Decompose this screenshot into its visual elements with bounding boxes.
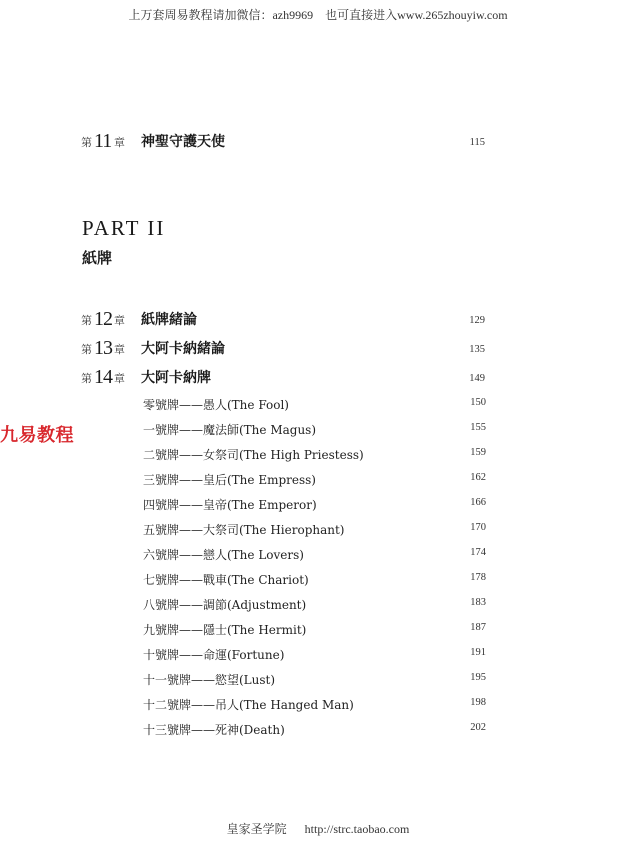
card-page-number: 178	[470, 572, 486, 583]
card-entry	[143, 470, 486, 490]
card-page-number: 202	[470, 722, 486, 733]
card-entry	[143, 520, 486, 540]
chapter-12-entry	[81, 308, 491, 330]
card-page-number: 198	[470, 697, 486, 708]
card-label: 八號牌——調節(Adjustment)	[143, 598, 307, 612]
card-entry	[143, 620, 486, 640]
chapter-13-entry	[81, 337, 491, 359]
chapter-number: 13	[94, 337, 112, 359]
chapter-suffix: 章	[114, 343, 125, 356]
chapter-title: 神聖守護天使	[141, 134, 225, 150]
card-label: 六號牌——戀人(The Lovers)	[143, 548, 304, 562]
card-page-number: 187	[470, 622, 486, 633]
card-label: 十三號牌——死神(Death)	[143, 723, 285, 737]
card-entry	[143, 645, 486, 665]
chapter-page-number: 135	[469, 344, 485, 355]
footer-note	[0, 820, 636, 837]
card-label: 三號牌——皇后(The Empress)	[143, 473, 316, 487]
chapter-suffix: 章	[114, 136, 125, 149]
chapter-11-entry	[81, 130, 491, 152]
footer-site-name: 皇家圣学院	[226, 822, 287, 836]
chapter-suffix: 章	[114, 372, 125, 385]
card-entry	[143, 395, 486, 415]
chapter-number: 14	[94, 366, 112, 388]
card-label: 五號牌——大祭司(The Hierophant)	[143, 523, 345, 537]
card-entry	[143, 495, 486, 515]
footer-url: http://strc.taobao.com	[304, 822, 410, 836]
chapter-prefix: 第	[81, 314, 92, 327]
card-entry	[143, 595, 486, 615]
card-entry	[143, 695, 486, 715]
chapter-number: 11	[94, 130, 112, 152]
chapter-number: 12	[94, 308, 112, 330]
card-label: 二號牌——女祭司(The High Priestess)	[143, 448, 364, 462]
card-label: 七號牌——戰車(The Chariot)	[143, 573, 309, 587]
chapter-prefix: 第	[81, 343, 92, 356]
card-page-number: 170	[470, 522, 486, 533]
card-label: 十一號牌——慾望(Lust)	[143, 673, 276, 687]
card-entry	[143, 670, 486, 690]
card-entry	[143, 720, 486, 740]
card-label: 四號牌——皇帝(The Emperor)	[143, 498, 317, 512]
chapter-title: 大阿卡納牌	[141, 370, 211, 386]
card-label: 一號牌——魔法師(The Magus)	[143, 423, 317, 437]
chapter-page-number: 149	[469, 373, 485, 384]
card-page-number: 191	[470, 647, 486, 658]
chapter-prefix: 第	[81, 372, 92, 385]
part-title: 紙牌	[82, 249, 113, 267]
card-page-number: 195	[470, 672, 486, 683]
card-label: 十號牌——命運(Fortune)	[143, 648, 285, 662]
card-label: 十二號牌——吊人(The Hanged Man)	[143, 698, 354, 712]
chapter-14-entry	[81, 366, 491, 388]
card-entry	[143, 420, 486, 440]
card-entry	[143, 545, 486, 565]
chapter-title: 大阿卡納緒論	[141, 341, 225, 357]
chapter-suffix: 章	[114, 314, 125, 327]
card-entry	[143, 445, 486, 465]
card-page-number: 183	[470, 597, 486, 608]
card-page-number: 162	[470, 472, 486, 483]
card-label: 零號牌——愚人(The Fool)	[143, 398, 289, 412]
card-label: 九號牌——隱士(The Hermit)	[143, 623, 307, 637]
card-page-number: 155	[470, 422, 486, 433]
chapter-page-number: 115	[469, 137, 485, 148]
card-entry	[143, 570, 486, 590]
card-page-number: 150	[470, 397, 486, 408]
card-page-number: 159	[470, 447, 486, 458]
part-heading: PART II	[82, 216, 166, 240]
chapter-title: 紙牌緒論	[141, 312, 197, 328]
chapter-prefix: 第	[81, 136, 92, 149]
card-page-number: 174	[470, 547, 486, 558]
side-logo-text: 九易教程	[0, 425, 74, 446]
card-page-number: 166	[470, 497, 486, 508]
header-watermark-note: 上万套周易教程请加微信：azh9969 也可直接进入www.265zhouyiw.com	[128, 8, 508, 22]
chapter-page-number: 129	[469, 315, 485, 326]
